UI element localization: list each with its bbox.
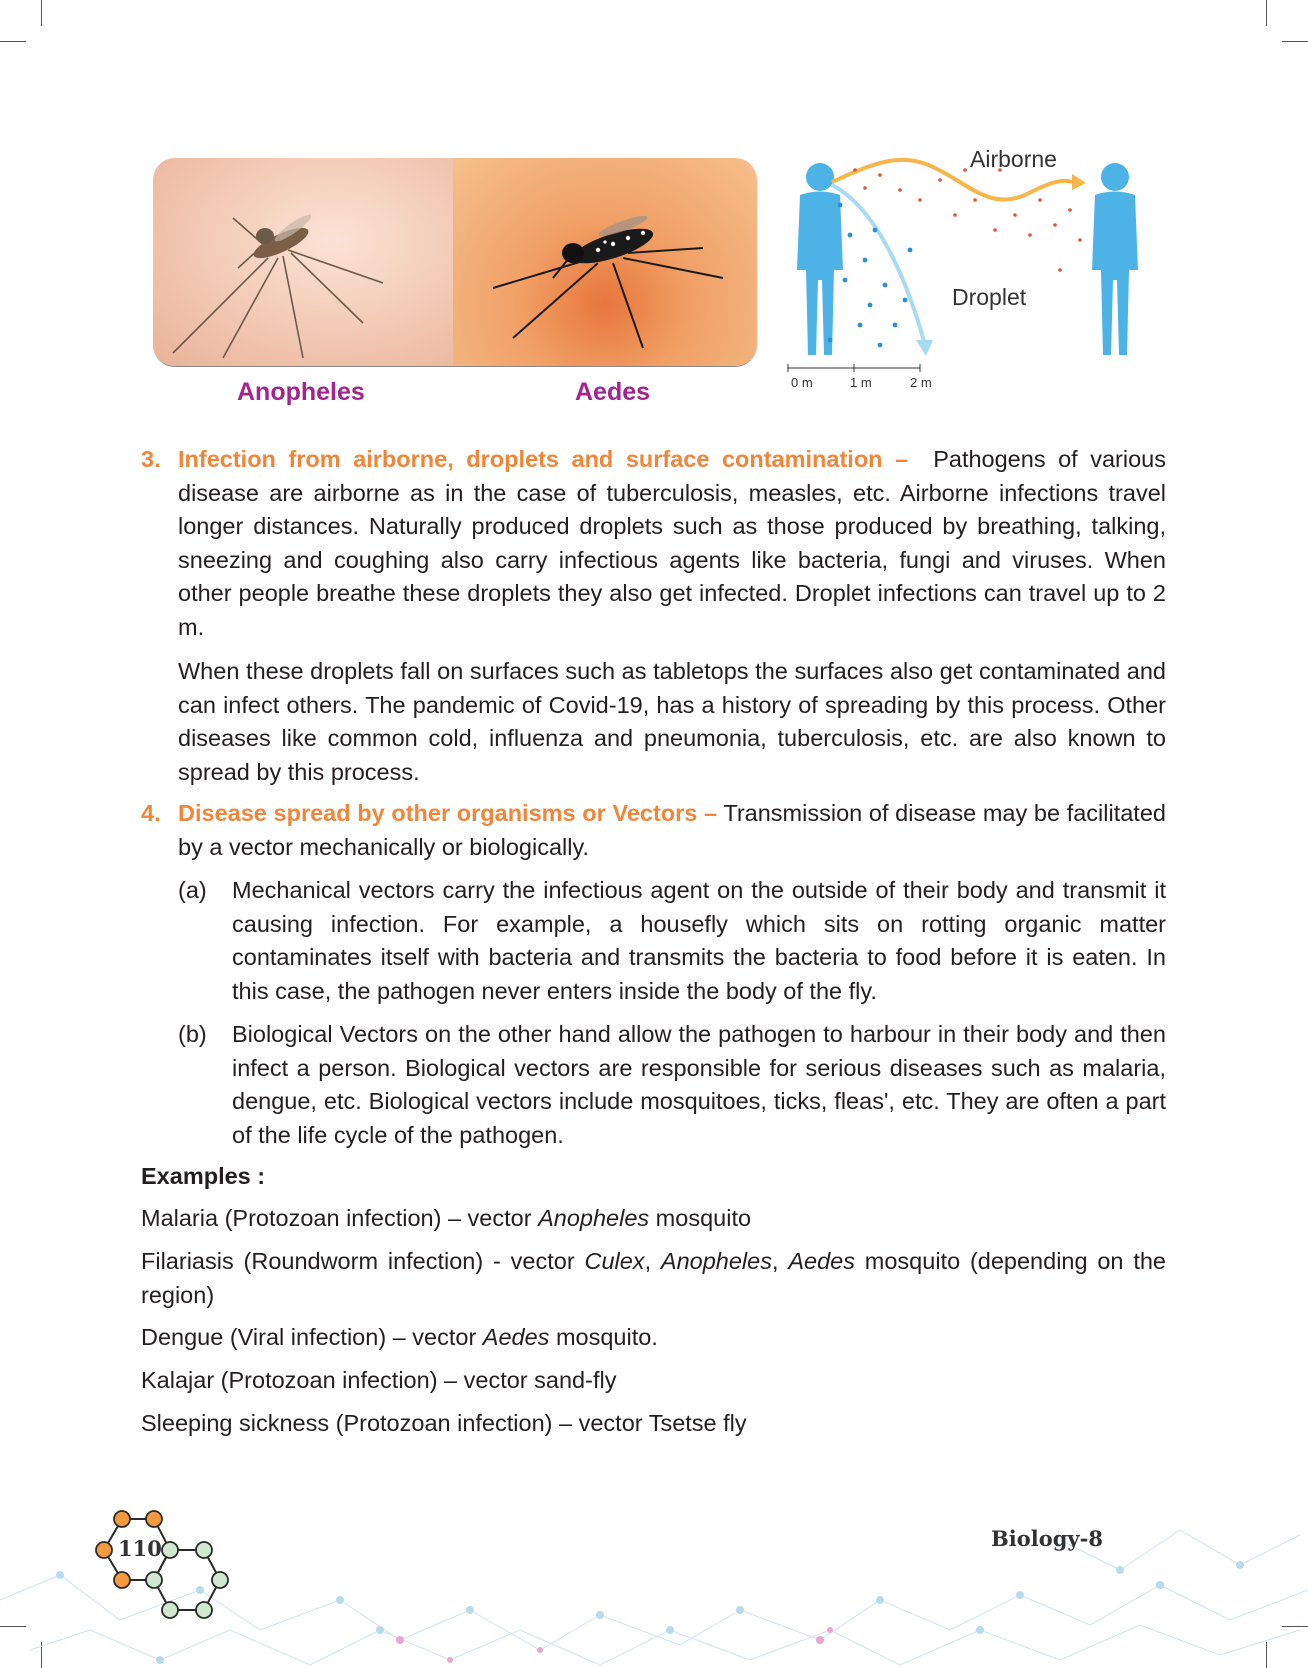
airborne-label: Airborne	[970, 146, 1057, 172]
transmission-diagram	[770, 140, 1170, 390]
item-4-number: 4.	[141, 800, 161, 826]
example-malaria-suffix: mosquito	[649, 1205, 752, 1231]
scale-label-2: 2 m	[910, 375, 932, 390]
item-3-text: Pathogens of various disease are airborne as in the case of tuberculosis, measles, etc. Airborne infections travel longer distances. Naturally produced droplets such as those produced by breathing, talking, sneezing and coughing also carry infectious agents like bacteria, fungi and viruses. When other people breathe these droplets they also get infected. Droplet infections can travel up to 2 m.	[178, 446, 1166, 640]
crop-mark	[41, 0, 42, 26]
page-number: 110	[118, 1536, 162, 1561]
example-filariasis-vector-3: Aedes	[788, 1248, 855, 1274]
crop-mark	[1266, 0, 1267, 26]
droplet-label: Droplet	[952, 284, 1027, 310]
example-filariasis-suffix: mosquito (depending on the region)	[141, 1248, 1166, 1308]
scale-label-0: 0 m	[791, 375, 813, 390]
example-filariasis-vector-2: Anopheles	[660, 1248, 772, 1274]
mosquito-photos	[153, 158, 757, 367]
example-sleeping-sickness: Sleeping sickness (Protozoan infection) – vector Tsetse fly	[141, 1410, 747, 1436]
anopheles-photo	[153, 158, 453, 366]
example-filariasis-vector-1: Culex	[584, 1248, 645, 1274]
person-left-icon	[797, 163, 843, 355]
example-dengue-vector: Aedes	[482, 1324, 550, 1350]
page-number-badge	[92, 1505, 242, 1630]
example-filariasis	[141, 1245, 1166, 1312]
item-4-heading: Disease spread by other organisms or Vectors –	[178, 800, 718, 826]
item-3-heading: Infection from airborne, droplets and surface contamination –	[178, 446, 909, 472]
crop-mark	[0, 41, 26, 42]
person-right-icon	[1092, 163, 1138, 355]
examples-heading: Examples :	[141, 1163, 266, 1189]
anopheles-mosquito-icon	[153, 158, 453, 366]
example-dengue-text: Dengue (Viral infection) – vector	[141, 1324, 483, 1350]
droplet-arrow	[832, 185, 925, 345]
example-kalajar: Kalajar (Protozoan infection) – vector sand-fly	[141, 1367, 617, 1393]
item-3-paragraph	[178, 443, 1166, 644]
caption-aedes: Aedes	[575, 378, 651, 406]
item-4b-label: (b)	[178, 1021, 207, 1047]
separator: ,	[644, 1248, 661, 1274]
item-3-paragraph-2: When these droplets fall on surfaces such as tabletops the surfaces also get contaminated and can infect others. The pandemic of Covid-19, has a history of spreading by this process. Other diseases like common cold, influenza and pneumonia, tuberculosis, etc. are also known to spread by this process.	[178, 658, 1166, 785]
item-4-paragraph	[178, 797, 1166, 864]
book-title: Biology-8	[991, 1526, 1103, 1551]
item-4-text: Transmission of disease may be facilitated by a vector mechanically or biologically.	[178, 800, 1166, 860]
airborne-arrowhead-icon	[1072, 174, 1086, 190]
aedes-photo	[453, 158, 757, 366]
example-dengue-suffix: mosquito.	[549, 1324, 658, 1350]
item-4a-text: Mechanical vectors carry the infectious agent on the outside of their body and transmit it causing infection. For example, a housefly which sits on rotting organic matter contaminates itself with bacteria and transmits the bacteria to food before it is eaten. In this case, the pathogen never enters inside the body of the fly.	[232, 877, 1166, 1004]
example-malaria	[141, 1202, 1166, 1236]
example-malaria-vector: Anopheles	[538, 1205, 650, 1231]
example-filariasis-text: Filariasis (Roundworm infection) - vector	[141, 1248, 585, 1274]
droplet-arrowhead-icon	[916, 340, 933, 356]
scale-label-1: 1 m	[850, 375, 872, 390]
caption-anopheles: Anopheles	[237, 378, 365, 406]
item-4b-text: Biological Vectors on the other hand allow the pathogen to harbour in their body and then infect a person. Biological vectors are responsible for serious diseases such as malaria, dengue, etc. Biological vectors include mosquitoes, ticks, fleas', etc. They are often a part of the life cycle of the pathogen.	[232, 1021, 1166, 1148]
example-malaria-text: Malaria (Protozoan infection) – vector	[141, 1205, 539, 1231]
crop-mark	[1282, 41, 1308, 42]
example-dengue	[141, 1321, 1166, 1355]
item-4a-label: (a)	[178, 877, 207, 903]
aedes-mosquito-icon	[453, 158, 757, 366]
item-3-number: 3.	[141, 446, 161, 472]
separator: ,	[771, 1248, 789, 1274]
